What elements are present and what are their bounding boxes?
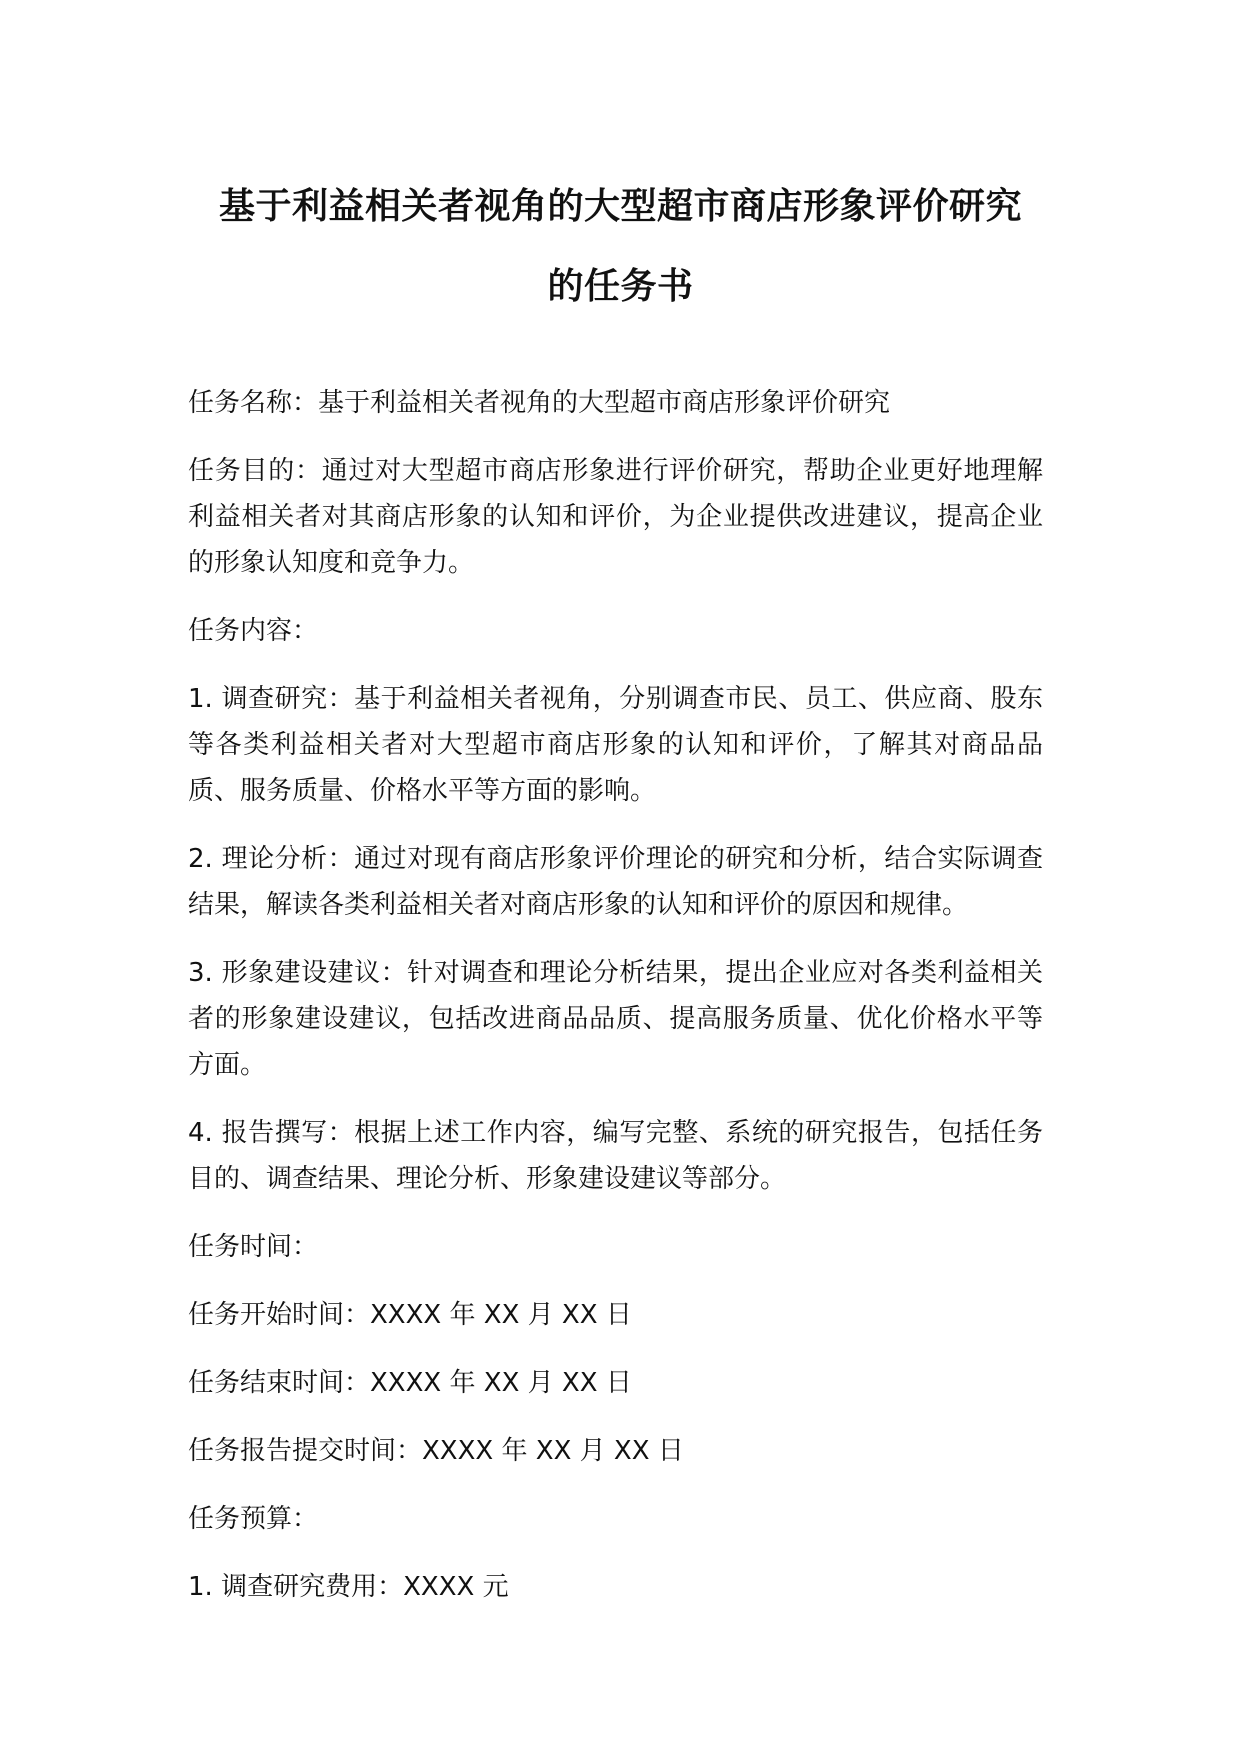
task-purpose-paragraph: 任务目的：通过对大型超市商店形象进行评价研究，帮助企业更好地理解利益相关者对其商店形象的认知和评价，为企业提供改进建议，提高企业的形象认知度和竞争力。 [188,456,1043,578]
task-name-paragraph: 任务名称：基于利益相关者视角的大型超市商店形象评价研究 [188,388,891,418]
task-budget-item-1: 1. 调查研究费用：XXXX 元 [188,1572,509,1602]
document-title-line-2: 的任务书 [547,266,694,307]
document-title-line-1: 基于利益相关者视角的大型超市商店形象评价研究 [218,186,1022,227]
task-end-time: 任务结束时间：XXXX 年 XX 月 XX 日 [188,1368,632,1398]
task-start-time: 任务开始时间：XXXX 年 XX 月 XX 日 [188,1300,632,1330]
task-content-heading: 任务内容： [188,616,319,646]
task-report-submit-time: 任务报告提交时间：XXXX 年 XX 月 XX 日 [188,1436,684,1466]
task-content-item-3: 3. 形象建设建议：针对调查和理论分析结果，提出企业应对各类利益相关者的形象建设建议，包括改进商品品质、提高服务质量、优化价格水平等方面。 [188,958,1043,1080]
task-content-item-4: 4. 报告撰写：根据上述工作内容，编写完整、系统的研究报告，包括任务目的、调查结果、理论分析、形象建设建议等部分。 [188,1118,1043,1194]
task-time-heading: 任务时间： [188,1232,319,1262]
task-budget-heading: 任务预算： [188,1504,319,1534]
task-content-item-2: 2. 理论分析：通过对现有商店形象评价理论的研究和分析，结合实际调查结果，解读各类利益相关者对商店形象的认知和评价的原因和规律。 [188,844,1043,920]
document-body [188,380,1043,1632]
task-content-item-1: 1. 调查研究：基于利益相关者视角，分别调查市民、员工、供应商、股东等各类利益相关者对大型超市商店形象的认知和评价，了解其对商品品质、服务质量、价格水平等方面的影响。 [188,684,1043,806]
